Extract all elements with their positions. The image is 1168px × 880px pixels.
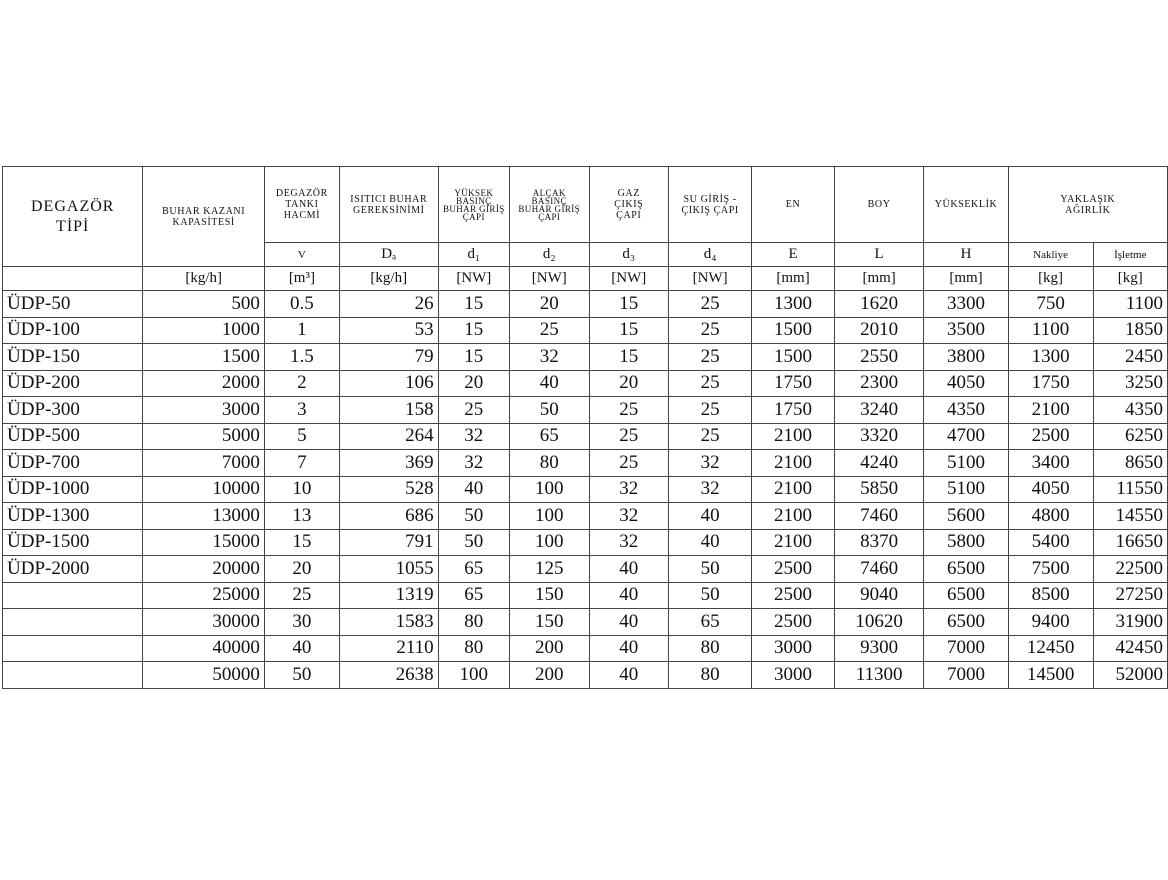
table-row	[3, 344, 1168, 371]
cell-hp-steam: 50	[438, 529, 509, 556]
cell-gas: 15	[589, 344, 669, 371]
cell-type	[3, 609, 143, 636]
symbol-hp-steam: d₁	[438, 243, 509, 267]
cell-weight-operation: 1850	[1093, 317, 1167, 344]
cell-gas: 40	[589, 662, 669, 689]
cell-lp-steam: 100	[509, 529, 589, 556]
cell-weight-transport: 4800	[1008, 503, 1093, 530]
cell-type: ÜDP-300	[3, 397, 143, 424]
header-gas: GAZ ÇIKIŞ ÇAPI	[589, 167, 669, 243]
cell-capacity: 3000	[143, 397, 264, 424]
cell-height: 4050	[924, 370, 1008, 397]
cell-type	[3, 662, 143, 689]
cell-weight-transport: 4050	[1008, 476, 1093, 503]
cell-gas: 40	[589, 556, 669, 583]
cell-weight-transport: 12450	[1008, 635, 1093, 662]
cell-water: 32	[669, 450, 752, 477]
cell-weight-operation: 2450	[1093, 344, 1167, 371]
cell-hp-steam: 32	[438, 423, 509, 450]
cell-weight-transport: 14500	[1008, 662, 1093, 689]
cell-water: 65	[669, 609, 752, 636]
cell-volume: 15	[264, 529, 339, 556]
cell-length: 2010	[834, 317, 924, 344]
cell-volume: 1.5	[264, 344, 339, 371]
table-row	[3, 635, 1168, 662]
cell-volume: 1	[264, 317, 339, 344]
cell-volume: 10	[264, 476, 339, 503]
unit-water: [NW]	[669, 267, 752, 291]
cell-lp-steam: 150	[509, 582, 589, 609]
unit-blank	[3, 267, 143, 291]
cell-capacity: 10000	[143, 476, 264, 503]
cell-weight-transport: 5400	[1008, 529, 1093, 556]
header-weight-operation: İşletme	[1093, 243, 1167, 267]
cell-hp-steam: 32	[438, 450, 509, 477]
cell-width: 2500	[752, 609, 835, 636]
cell-hp-steam: 15	[438, 291, 509, 318]
cell-heater: 53	[339, 317, 438, 344]
symbol-length: L	[834, 243, 924, 267]
cell-volume: 13	[264, 503, 339, 530]
cell-weight-operation: 11550	[1093, 476, 1167, 503]
cell-lp-steam: 40	[509, 370, 589, 397]
cell-capacity: 40000	[143, 635, 264, 662]
cell-weight-transport: 1100	[1008, 317, 1093, 344]
cell-water: 25	[669, 291, 752, 318]
cell-water: 25	[669, 370, 752, 397]
cell-capacity: 5000	[143, 423, 264, 450]
cell-lp-steam: 200	[509, 635, 589, 662]
cell-weight-operation: 42450	[1093, 635, 1167, 662]
cell-hp-steam: 15	[438, 344, 509, 371]
cell-volume: 5	[264, 423, 339, 450]
header-lp-steam: ALÇAK BASINÇ BUHAR GİRİŞ ÇAPI	[509, 167, 589, 243]
cell-hp-steam: 20	[438, 370, 509, 397]
table-row	[3, 423, 1168, 450]
cell-type	[3, 635, 143, 662]
cell-heater: 1583	[339, 609, 438, 636]
cell-weight-operation: 8650	[1093, 450, 1167, 477]
symbol-width: E	[752, 243, 835, 267]
cell-weight-operation: 3250	[1093, 370, 1167, 397]
cell-height: 6500	[924, 609, 1008, 636]
cell-water: 25	[669, 423, 752, 450]
cell-heater: 26	[339, 291, 438, 318]
cell-gas: 25	[589, 423, 669, 450]
table-row	[3, 609, 1168, 636]
unit-hp-steam: [NW]	[438, 267, 509, 291]
cell-water: 25	[669, 344, 752, 371]
cell-capacity: 1500	[143, 344, 264, 371]
cell-weight-operation: 1100	[1093, 291, 1167, 318]
cell-lp-steam: 100	[509, 503, 589, 530]
symbol-water: d₄	[669, 243, 752, 267]
cell-volume: 2	[264, 370, 339, 397]
cell-width: 2100	[752, 450, 835, 477]
header-width: EN	[752, 167, 835, 243]
cell-height: 3300	[924, 291, 1008, 318]
cell-height: 6500	[924, 556, 1008, 583]
cell-weight-operation: 16650	[1093, 529, 1167, 556]
cell-width: 1750	[752, 370, 835, 397]
cell-weight-transport: 7500	[1008, 556, 1093, 583]
header-height: YÜKSEKLİK	[924, 167, 1008, 243]
cell-height: 6500	[924, 582, 1008, 609]
cell-length: 9040	[834, 582, 924, 609]
cell-gas: 15	[589, 317, 669, 344]
cell-gas: 20	[589, 370, 669, 397]
cell-length: 3320	[834, 423, 924, 450]
cell-volume: 50	[264, 662, 339, 689]
cell-volume: 7	[264, 450, 339, 477]
cell-weight-operation: 14550	[1093, 503, 1167, 530]
cell-gas: 32	[589, 476, 669, 503]
unit-width: [mm]	[752, 267, 835, 291]
cell-water: 40	[669, 529, 752, 556]
cell-lp-steam: 125	[509, 556, 589, 583]
cell-heater: 158	[339, 397, 438, 424]
symbol-height: H	[924, 243, 1008, 267]
cell-lp-steam: 65	[509, 423, 589, 450]
cell-weight-operation: 52000	[1093, 662, 1167, 689]
symbol-lp-steam: d₂	[509, 243, 589, 267]
cell-capacity: 30000	[143, 609, 264, 636]
cell-water: 25	[669, 317, 752, 344]
cell-capacity: 50000	[143, 662, 264, 689]
cell-height: 5100	[924, 450, 1008, 477]
cell-capacity: 25000	[143, 582, 264, 609]
cell-capacity: 20000	[143, 556, 264, 583]
cell-height: 7000	[924, 662, 1008, 689]
cell-gas: 15	[589, 291, 669, 318]
cell-type: ÜDP-1000	[3, 476, 143, 503]
cell-width: 1500	[752, 344, 835, 371]
unit-lp-steam: [NW]	[509, 267, 589, 291]
cell-width: 2100	[752, 423, 835, 450]
cell-volume: 3	[264, 397, 339, 424]
cell-weight-transport: 1300	[1008, 344, 1093, 371]
cell-water: 40	[669, 503, 752, 530]
unit-heater: [kg/h]	[339, 267, 438, 291]
cell-hp-steam: 80	[438, 635, 509, 662]
cell-heater: 264	[339, 423, 438, 450]
cell-heater: 686	[339, 503, 438, 530]
cell-hp-steam: 40	[438, 476, 509, 503]
cell-length: 7460	[834, 556, 924, 583]
cell-gas: 25	[589, 450, 669, 477]
cell-length: 4240	[834, 450, 924, 477]
cell-length: 8370	[834, 529, 924, 556]
cell-weight-transport: 2100	[1008, 397, 1093, 424]
cell-volume: 25	[264, 582, 339, 609]
cell-height: 5800	[924, 529, 1008, 556]
cell-capacity: 15000	[143, 529, 264, 556]
unit-weight-operation: [kg]	[1093, 267, 1167, 291]
unit-volume: [m³]	[264, 267, 339, 291]
cell-weight-operation: 4350	[1093, 397, 1167, 424]
cell-weight-transport: 3400	[1008, 450, 1093, 477]
cell-type: ÜDP-700	[3, 450, 143, 477]
cell-water: 32	[669, 476, 752, 503]
header-water: SU GİRİŞ - ÇIKIŞ ÇAPI	[669, 167, 752, 243]
cell-lp-steam: 150	[509, 609, 589, 636]
cell-heater: 2638	[339, 662, 438, 689]
header-length: BOY	[834, 167, 924, 243]
cell-type: ÜDP-200	[3, 370, 143, 397]
cell-length: 1620	[834, 291, 924, 318]
cell-capacity: 13000	[143, 503, 264, 530]
cell-length: 9300	[834, 635, 924, 662]
cell-weight-transport: 8500	[1008, 582, 1093, 609]
cell-height: 3500	[924, 317, 1008, 344]
cell-weight-transport: 750	[1008, 291, 1093, 318]
cell-length: 2300	[834, 370, 924, 397]
cell-hp-steam: 65	[438, 582, 509, 609]
cell-capacity: 7000	[143, 450, 264, 477]
cell-gas: 25	[589, 397, 669, 424]
cell-type	[3, 582, 143, 609]
cell-type: ÜDP-1500	[3, 529, 143, 556]
cell-gas: 40	[589, 635, 669, 662]
cell-water: 25	[669, 397, 752, 424]
cell-width: 3000	[752, 662, 835, 689]
header-capacity: BUHAR KAZANI KAPASİTESİ	[143, 167, 264, 267]
cell-water: 80	[669, 635, 752, 662]
cell-height: 4350	[924, 397, 1008, 424]
cell-type: ÜDP-100	[3, 317, 143, 344]
cell-water: 80	[669, 662, 752, 689]
cell-weight-transport: 2500	[1008, 423, 1093, 450]
cell-width: 1750	[752, 397, 835, 424]
cell-capacity: 500	[143, 291, 264, 318]
cell-weight-operation: 31900	[1093, 609, 1167, 636]
cell-lp-steam: 20	[509, 291, 589, 318]
cell-hp-steam: 25	[438, 397, 509, 424]
cell-gas: 40	[589, 609, 669, 636]
cell-height: 5600	[924, 503, 1008, 530]
specification-table	[2, 166, 1168, 689]
cell-volume: 20	[264, 556, 339, 583]
table-row	[3, 662, 1168, 689]
cell-type: ÜDP-150	[3, 344, 143, 371]
cell-hp-steam: 50	[438, 503, 509, 530]
cell-hp-steam: 65	[438, 556, 509, 583]
cell-gas: 32	[589, 503, 669, 530]
unit-gas: [NW]	[589, 267, 669, 291]
table-row	[3, 450, 1168, 477]
unit-weight-transport: [kg]	[1008, 267, 1093, 291]
symbol-heater: Dₐ	[339, 243, 438, 267]
cell-lp-steam: 100	[509, 476, 589, 503]
cell-capacity: 2000	[143, 370, 264, 397]
cell-lp-steam: 200	[509, 662, 589, 689]
cell-heater: 2110	[339, 635, 438, 662]
symbol-volume: V	[264, 243, 339, 267]
cell-width: 2100	[752, 476, 835, 503]
table-row	[3, 503, 1168, 530]
header-weight: YAKLAŞIK AĞIRLIK	[1008, 167, 1167, 243]
cell-type: ÜDP-2000	[3, 556, 143, 583]
unit-length: [mm]	[834, 267, 924, 291]
cell-length: 3240	[834, 397, 924, 424]
cell-weight-operation: 22500	[1093, 556, 1167, 583]
cell-type: ÜDP-50	[3, 291, 143, 318]
cell-width: 2100	[752, 503, 835, 530]
cell-type: ÜDP-500	[3, 423, 143, 450]
cell-lp-steam: 80	[509, 450, 589, 477]
cell-length: 2550	[834, 344, 924, 371]
cell-width: 2100	[752, 529, 835, 556]
table-row	[3, 582, 1168, 609]
cell-water: 50	[669, 556, 752, 583]
cell-width: 1300	[752, 291, 835, 318]
cell-height: 7000	[924, 635, 1008, 662]
cell-height: 4700	[924, 423, 1008, 450]
table-row	[3, 529, 1168, 556]
unit-capacity: [kg/h]	[143, 267, 264, 291]
cell-gas: 40	[589, 582, 669, 609]
table-row	[3, 397, 1168, 424]
table-row	[3, 370, 1168, 397]
header-weight-transport: Nakliye	[1008, 243, 1093, 267]
cell-heater: 791	[339, 529, 438, 556]
cell-heater: 1055	[339, 556, 438, 583]
table-row	[3, 556, 1168, 583]
cell-type: ÜDP-1300	[3, 503, 143, 530]
cell-lp-steam: 50	[509, 397, 589, 424]
cell-hp-steam: 80	[438, 609, 509, 636]
cell-width: 3000	[752, 635, 835, 662]
unit-height: [mm]	[924, 267, 1008, 291]
header-hp-steam: YÜKSEK BASINÇ BUHAR GİRİŞ ÇAPI	[438, 167, 509, 243]
cell-hp-steam: 100	[438, 662, 509, 689]
cell-heater: 369	[339, 450, 438, 477]
cell-volume: 0.5	[264, 291, 339, 318]
cell-height: 5100	[924, 476, 1008, 503]
table-body	[3, 291, 1168, 689]
cell-height: 3800	[924, 344, 1008, 371]
cell-weight-operation: 27250	[1093, 582, 1167, 609]
cell-width: 1500	[752, 317, 835, 344]
cell-gas: 32	[589, 529, 669, 556]
cell-volume: 40	[264, 635, 339, 662]
cell-length: 10620	[834, 609, 924, 636]
cell-width: 2500	[752, 556, 835, 583]
cell-length: 7460	[834, 503, 924, 530]
cell-weight-transport: 1750	[1008, 370, 1093, 397]
cell-length: 5850	[834, 476, 924, 503]
table-row	[3, 476, 1168, 503]
cell-lp-steam: 25	[509, 317, 589, 344]
cell-heater: 528	[339, 476, 438, 503]
cell-weight-operation: 6250	[1093, 423, 1167, 450]
cell-heater: 1319	[339, 582, 438, 609]
cell-width: 2500	[752, 582, 835, 609]
cell-heater: 79	[339, 344, 438, 371]
cell-lp-steam: 32	[509, 344, 589, 371]
table-row	[3, 291, 1168, 318]
cell-weight-transport: 9400	[1008, 609, 1093, 636]
header-volume: DEGAZÖR TANKI HACMİ	[264, 167, 339, 243]
cell-hp-steam: 15	[438, 317, 509, 344]
cell-length: 11300	[834, 662, 924, 689]
cell-water: 50	[669, 582, 752, 609]
cell-capacity: 1000	[143, 317, 264, 344]
symbol-gas: d₃	[589, 243, 669, 267]
header-heater: ISITICI BUHAR GEREKSİNİMİ	[339, 167, 438, 243]
table-row	[3, 317, 1168, 344]
header-type: DEGAZÖR TİPİ	[3, 167, 143, 267]
cell-heater: 106	[339, 370, 438, 397]
cell-volume: 30	[264, 609, 339, 636]
